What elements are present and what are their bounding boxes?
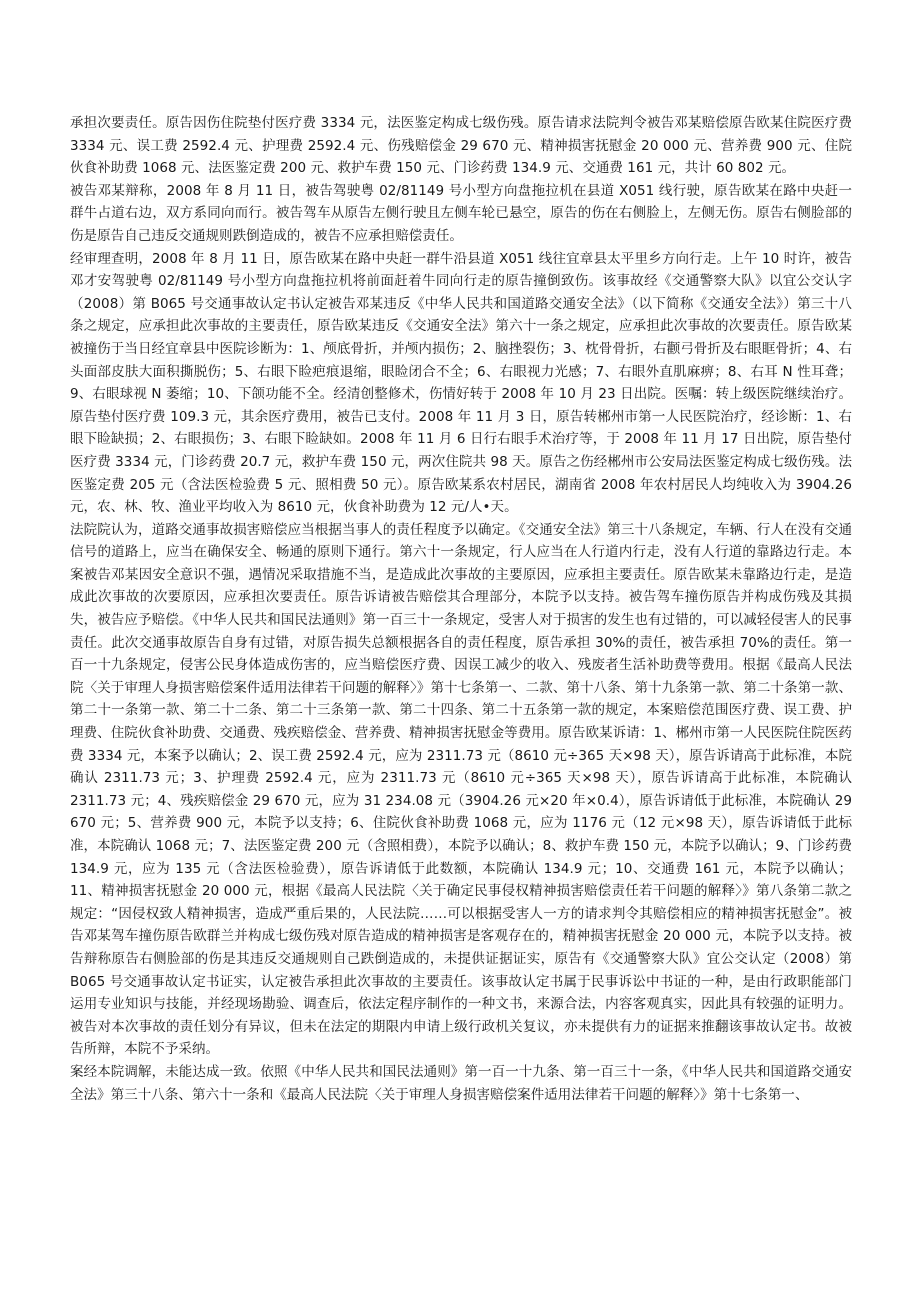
paragraph-mediation-ruling: 案经本院调解，未能达成一致。依照《中华人民共和国民法通则》第一百一十九条、第一百三十一条，《中华人民共和国道路交通安全法》第三十八条、第六十一条和《最高人民法院〈关于审理人身损害赔偿案件适用法律若干问题的解释〉》第十七条第一、 [70,1063,852,1103]
paragraph-facts-found: 经审理查明，2008 年 8 月 11 日，原告欧某在路中央赶一群牛沿县道 X051 线往宜章县太平里乡方向行走。上午 10 时许，被告邓才安驾驶粤 02/81149 号小型方向盘拖拉机将前面赶着牛同向行走的原告撞倒致伤。该事故经《交通警察大队》以宜公交认字（2008）第 B065 号交通事故认定书认定被告邓某违反《中华人民共和国道路交通安全法》（以下简称《交通安全法》）第三十八条之规定，应承担此次事故的主要责任，原告欧某违反《交通安全法》第六十一条之规定，应承担此次事故的次要责任。原告欧某被撞伤于当日经宜章县中医院诊断为：1、颅底骨折，并颅内损伤；2、脑挫裂伤；3、枕骨骨折，右颧弓骨折及右眼眶骨折；4、右头面部皮肤大面积撕脱伤；5、右眼下睑疤痕退缩，眼睑闭合不全；6、右眼视力光感；7、右眼外直肌麻痹；8、右耳 N 性耳聋；9、右眼球视 N 萎缩；10、下颌功能不全。经清创整修术，伤情好转于 2008 年 10 月 23 日出院。医嘱：转上级医院继续治疗。原告垫付医疗费 109.3 元，其余医疗费用，被告已支付。2008 年 11 月 3 日，原告转郴州市第一人民医院治疗，经诊断：1、右眼下睑缺损；2、右眼损伤；3、右眼下睑缺如。2008 年 11 月 6 日行右眼手术治疗等，于 2008 年 11 月 17 日出院，原告垫付医疗费 3334 元，门诊药费 20.7 元，救护车费 150 元，两次住院共 98 天。原告之伤经郴州市公安局法医鉴定构成七级伤残。法医鉴定费 205 元（含法医检验费 5 元、照相费 50 元）。原告欧某系农村居民，湖南省 2008 年农村居民人均纯收入为 3904.26 元，农、林、牧、渔业平均收入为 8610 元，伙食补助费为 12 元/人•天。 [70,250,852,516]
paragraph-defendant-defense: 被告邓某辩称，2008 年 8 月 11 日，被告驾驶粤 02/81149 号小型方向盘拖拉机在县道 X051 线行驶，原告欧某在路中央赶一群牛占道右边，双方系同向而行。被告驾车从原告左侧行驶且左侧车轮已悬空，原告的伤在右侧脸上，左侧无伤。原告右侧脸部的伤是原告自己违反交通规则跌倒造成的，被告不应承担赔偿责任。 [70,182,852,244]
paragraph-court-opinion: 法院院认为，道路交通事故损害赔偿应当根据当事人的责任程度予以确定。《交通安全法》第三十八条规定，车辆、行人在没有交通信号的道路上，应当在确保安全、畅通的原则下通行。第六十一条规定，行人应当在人行道内行走，没有人行道的靠路边行走。本案被告邓某因安全意识不强，遇情况采取措施不当，是造成此次事故的主要原因，应承担主要责任。原告欧某未靠路边行走，是造成此次事故的次要原因，应承担次要责任。原告诉请被告赔偿其合理部分，本院予以支持。被告驾车撞伤原告并构成伤残及其损失，被告应予赔偿。《中华人民共和国民法通则》第一百三十一条规定，受害人对于损害的发生也有过错的，可以减轻侵害人的民事责任。此次交通事故原告自身有过错，对原告损失总额根据各自的责任程度，原告承担 30%的责任，被告承担 70%的责任。第一百一十九条规定，侵害公民身体造成伤害的，应当赔偿医疗费、因误工减少的收入、残废者生活补助费等费用。根据《最高人民法院〈关于审理人身损害赔偿案件适用法律若干问题的解释〉》第十七条第一、二款、第十八条、第十九条第一款、第二十条第一款、第二十一条第一款、第二十二条、第二十三条第一款、第二十四条、第二十五条第一款的规定，本案赔偿范围医疗费、误工费、护理费、住院伙食补助费、交通费、残疾赔偿金、营养费、精神损害抚慰金等费用。原告欧某诉请：1、郴州市第一人民医院住院医药费 3334 元，本案予以确认；2、误工费 2592.4 元，应为 2311.73 元（8610 元÷365 天×98 天），原告诉请高于此标准，本院确认 2311.73 元；3、护理费 2592.4 元，应为 2311.73 元（8610 元÷365 天×98 天），原告诉请高于此标准，本院确认 2311.73 元；4、残疾赔偿金 29 670 元，应为 31 234.08 元（3904.26 元×20 年×0.4），原告诉请低于此标准，本院确认 29 670 元；5、营养费 900 元，本院予以支持；6、住院伙食补助费 1068 元，应为 1176 元（12 元×98 天），原告诉请低于此标准，本院确认 1068 元；7、法医鉴定费 200 元（含照相费），本院予以确认；8、救护车费 150 元，本院予以确认；9、门诊药费 134.9 元，应为 135 元（含法医检验费），原告诉请低于此数额，本院确认 134.9 元；10、交通费 161 元，本院予以确认；11、精神损害抚慰金 20 000 元，根据《最高人民法院〈关于确定民事侵权精神损害赔偿责任若干问题的解释〉》第八条第二款之规定：“因侵权致人精神损害，造成严重后果的，人民法院……可以根据受害人一方的请求判令其赔偿相应的精神损害抚慰金”。被告邓某驾车撞伤原告欧群兰并构成七级伤残对原告造成的精神损害是客观存在的，精神损害抚慰金 20 000 元，本院予以支持。被告辩称原告右侧脸部的伤是其违反交通规则自己跌倒造成的，未提供证据证实，原告有《交通警察大队》宜公交认定（2008）第 B065 号交通事故认定书证实，认定被告承担此次事故的主要责任。该事故认定书属于民事诉讼中书证的一种，是由行政职能部门运用专业知识与技能，并经现场勘验、调查后，依法定程序制作的一种文书，来源合法，内容客观真实，因此具有较强的证明力。被告对本次事故的责任划分有异议，但未在法定的期限内申请上级行政机关复议，亦未提供有力的证据来推翻该事故认定书。故被告所辩，本院不予采纳。 [70,521,853,1058]
paragraph-plaintiff-claims: 承担次要责任。原告因伤住院垫付医疗费 3334 元，法医鉴定构成七级伤残。原告请求法院判令被告邓某赔偿原告欧某住院医疗费 3334 元、误工费 2592.4 元、护理费 2592.4 元、伤残赔偿金 29 670 元、精神损害抚慰金 20 000 元、营养费 900 元、住院伙食补助费 1068 元、法医鉴定费 200 元、救护车费 150 元、门诊药费 134.9 元、交通费 161 元，共计 60 802 元。 [70,115,852,177]
